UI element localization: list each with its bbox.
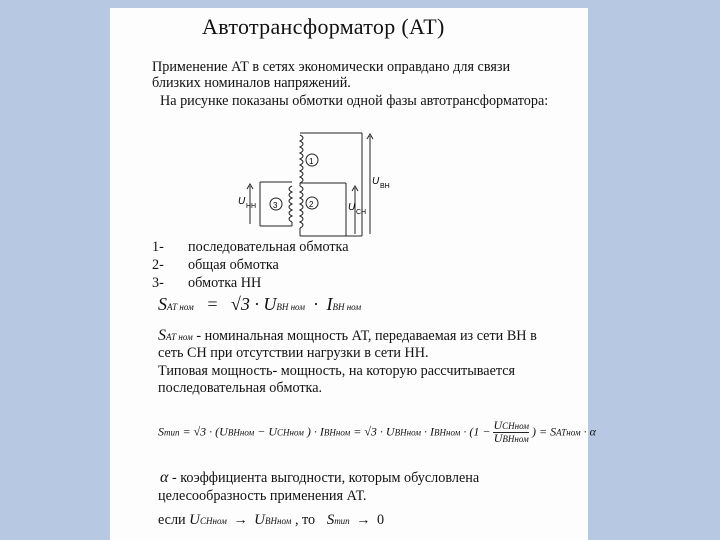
alpha-line-1: α - коэффициента выгодности, которым обусловлена bbox=[160, 469, 480, 486]
definition-line-4: последовательная обмотка. bbox=[158, 380, 323, 396]
u-vn-sub: ВН bbox=[380, 183, 390, 190]
coil-2-label: 2 bbox=[309, 200, 314, 209]
coil-3-label: 3 bbox=[273, 201, 278, 210]
formula-rated-power: SАТ ном = √3 · UВН ном · IВН ном bbox=[158, 294, 362, 314]
intro-line-1: Применение АТ в сетях экономически оправдано для связи bbox=[152, 59, 511, 75]
coil-3-winding bbox=[289, 186, 292, 222]
condition-line: если UСНном → UВНном , то Sтип → 0 bbox=[158, 512, 385, 528]
alpha-line-2: целесообразность применения АТ. bbox=[158, 488, 367, 504]
coil-1-winding bbox=[300, 135, 303, 183]
u-sn-sub: СН bbox=[356, 209, 367, 216]
legend-text-2: общая обмотка bbox=[188, 257, 279, 273]
formula-type-power: Sтип = √3 · (UВНном − UСНном ) · IВНном = √3 · UВНном · IВНном · (1 − UСНном UВНном ) = SАТном · α bbox=[158, 418, 596, 445]
intro-line-3: На рисунке показаны обмотки одной фазы автотрансформатора: bbox=[160, 93, 549, 109]
intro-line-2: близких номиналов напряжений. bbox=[152, 75, 351, 91]
fraction: UСНном UВНном bbox=[493, 418, 529, 445]
coil-1-label: 1 bbox=[309, 157, 314, 166]
u-nn-label: U bbox=[238, 196, 246, 207]
slide-title: Автотрансформатор (АТ) bbox=[202, 14, 445, 39]
definition-line-1: SАТ ном - номинальная мощность АТ, передаваемая из сети ВН в bbox=[158, 327, 537, 344]
legend-text-1: последовательная обмотка bbox=[188, 239, 349, 255]
coil-2-winding bbox=[300, 186, 303, 228]
winding-diagram bbox=[110, 8, 588, 248]
u-nn-sub: НН bbox=[246, 203, 257, 210]
u-sn-label: U bbox=[348, 202, 356, 213]
legend-text-3: обмотка НН bbox=[188, 275, 262, 291]
u-vn-label: U bbox=[372, 176, 380, 187]
slide bbox=[110, 8, 596, 540]
legend-num-2: 2- bbox=[152, 257, 164, 273]
definition-line-3: Типовая мощность- мощность, на которую рассчитывается bbox=[158, 363, 516, 379]
definition-line-2: сеть СН при отсутствии нагрузки в сети НН. bbox=[158, 345, 429, 361]
legend-num-3: 3- bbox=[152, 275, 164, 291]
legend-num-1: 1- bbox=[152, 239, 164, 255]
